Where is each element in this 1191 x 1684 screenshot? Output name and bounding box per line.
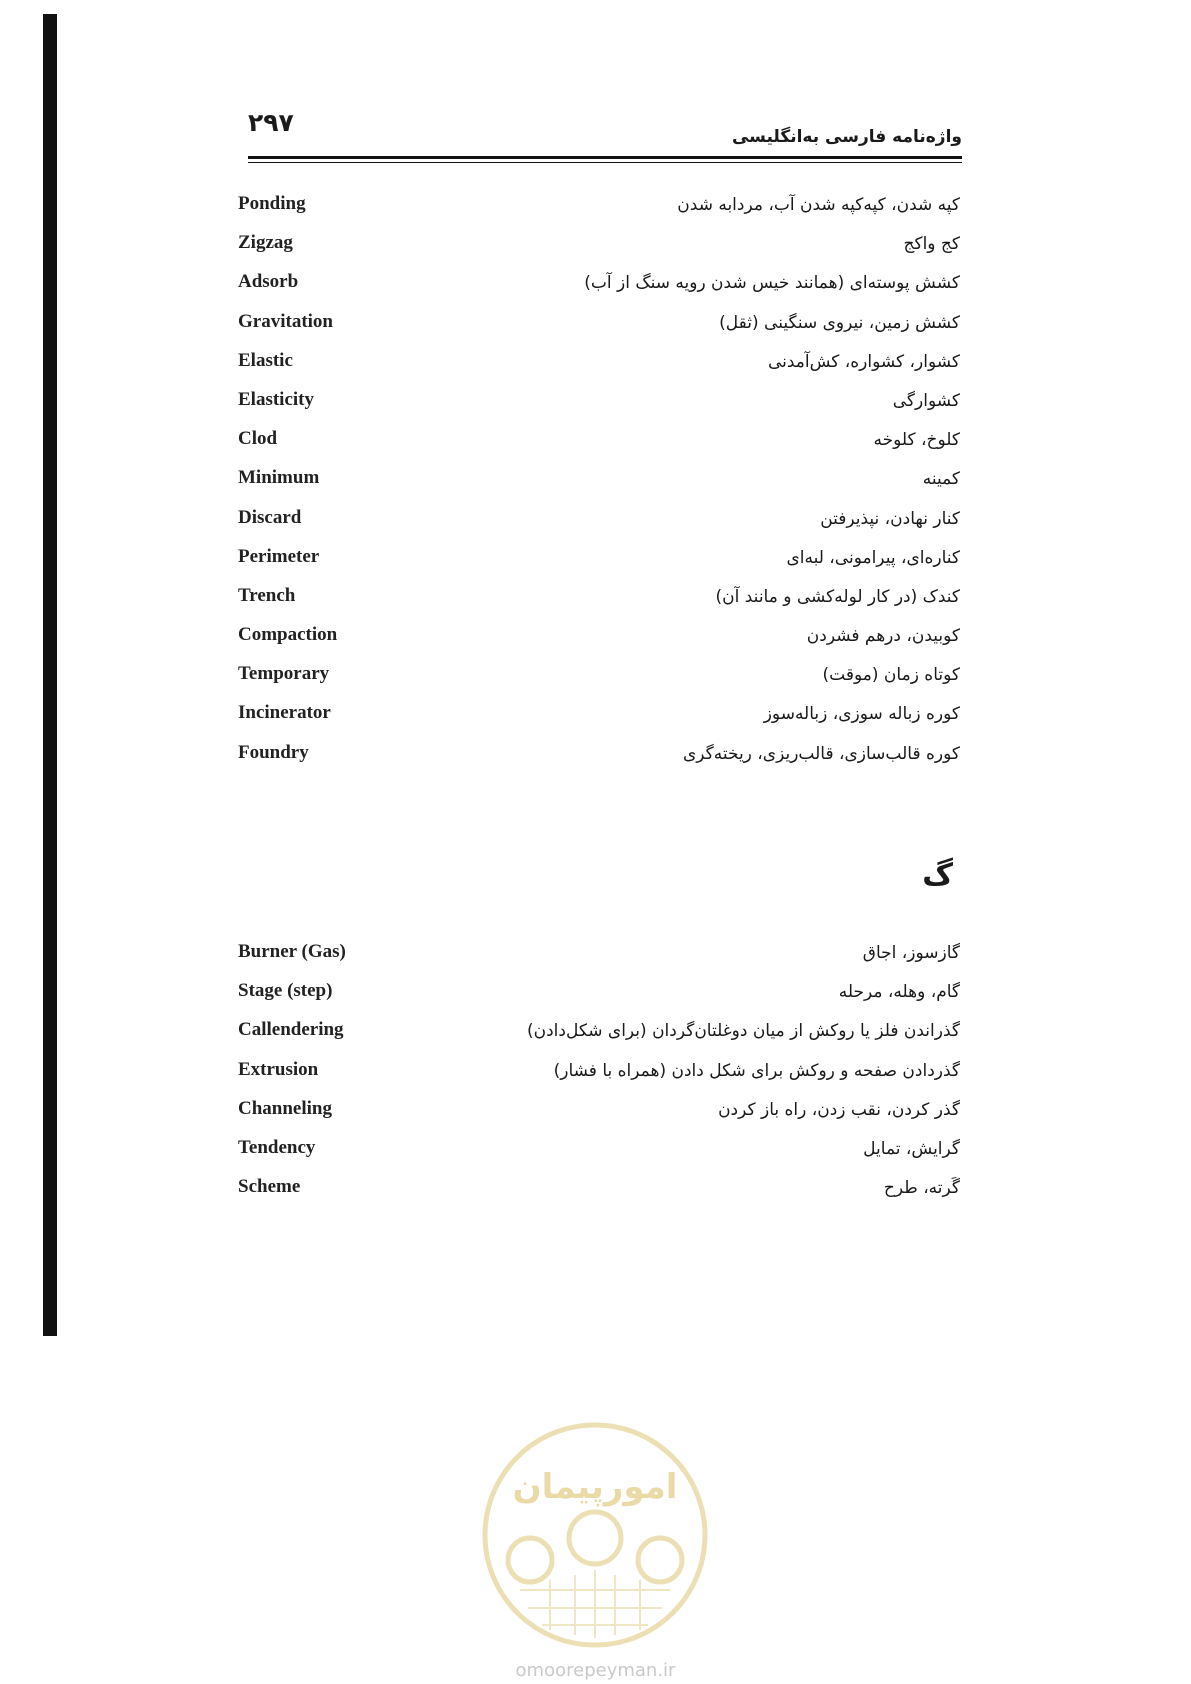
- persian-term: گازسوز، اجاق: [862, 943, 960, 963]
- glossary-entry: [238, 546, 960, 585]
- section-letter-gaf: گ: [922, 858, 953, 893]
- persian-term: کج واکج: [903, 234, 960, 255]
- persian-term: کشوارگی: [892, 390, 960, 411]
- gear-seal-logo-icon: [480, 1420, 710, 1650]
- persian-term: گام، وهله، مرحله: [838, 982, 960, 1003]
- glossary-section-gaf: [238, 941, 960, 1215]
- english-term: Foundry: [238, 741, 309, 763]
- page-header: [248, 108, 962, 164]
- glossary-entry: [238, 389, 960, 428]
- english-term: Callendering: [238, 1019, 344, 1041]
- persian-term: کشش زمین، نیروی سنگینی (ثقل): [719, 312, 960, 333]
- book-title: واژه‌نامه فارسی به‌انگلیسی: [731, 127, 962, 147]
- glossary-entry: [238, 428, 960, 467]
- glossary-entry: [238, 624, 960, 663]
- english-term: Stage (step): [238, 980, 333, 1002]
- english-term: Compaction: [238, 624, 338, 646]
- glossary-entry: [238, 585, 960, 624]
- persian-term: کوبیدن، درهم فشردن: [806, 626, 960, 647]
- glossary-entry: [238, 350, 960, 389]
- glossary-entry: [238, 941, 960, 980]
- page-number: ۲۹۷: [248, 108, 294, 137]
- persian-term: کندک (در کار لوله‌کشی و مانند آن): [715, 586, 960, 607]
- persian-term: کوره قالب‌سازی، قالب‌ریزی، ریخته‌گری: [682, 743, 960, 764]
- watermark-url: omoorepeyman.ir: [515, 1660, 676, 1681]
- english-term: Elasticity: [238, 388, 314, 410]
- persian-term: کشوار، کشواره، کش‌آمدنی: [767, 351, 960, 372]
- english-term: Extrusion: [238, 1058, 319, 1080]
- glossary-entry: [238, 1176, 960, 1215]
- glossary-entry: [238, 311, 960, 350]
- glossary-entry: [238, 193, 960, 232]
- persian-term: کنار نهادن، نپذیرفتن: [820, 508, 960, 529]
- scan-edge-bar: [43, 14, 57, 1336]
- persian-term: کمینه: [922, 469, 960, 490]
- glossary-entry: [238, 1059, 960, 1098]
- persian-term: کلوخ، کلوخه: [873, 430, 960, 451]
- glossary-entry: [238, 980, 960, 1019]
- persian-term: کناره‌ای، پیرامونی، لبه‌ای: [786, 547, 960, 568]
- english-term: Gravitation: [238, 310, 333, 332]
- persian-term: گذراندن فلز یا روکش از میان دوغلتان‌گردان (برای شکل‌دادن): [527, 1021, 960, 1042]
- english-term: Discard: [238, 506, 302, 528]
- glossary-entry: [238, 232, 960, 271]
- persian-term: کوتاه زمان (موقت): [822, 665, 960, 686]
- watermark-logo-text: امورپیمان: [512, 1467, 678, 1507]
- persian-term: گرایش، تمایل: [863, 1138, 960, 1159]
- english-term: Temporary: [238, 663, 330, 685]
- glossary-entry: [238, 1137, 960, 1176]
- english-term: Ponding: [238, 193, 306, 214]
- glossary-entry: [238, 1098, 960, 1137]
- persian-term: کپه شدن، کپه‌کپه شدن آب، مردابه شدن: [677, 195, 960, 215]
- header-rule-thin: [248, 162, 962, 163]
- english-term: Zigzag: [238, 232, 293, 254]
- english-term: Minimum: [238, 467, 320, 489]
- english-term: Clod: [238, 428, 278, 450]
- glossary-entry: [238, 702, 960, 741]
- watermark-logo: [480, 1420, 710, 1650]
- glossary-entry: [238, 507, 960, 546]
- persian-term: گَرته، طرح: [883, 1178, 960, 1199]
- persian-term: کوره زباله سوزی، زباله‌سوز: [763, 704, 960, 725]
- glossary-entry: [238, 663, 960, 702]
- glossary-entry: [238, 1019, 960, 1058]
- english-term: Scheme: [238, 1176, 301, 1198]
- english-term: Perimeter: [238, 545, 320, 567]
- english-term: Burner (Gas): [238, 941, 346, 962]
- english-term: Elastic: [238, 349, 293, 371]
- english-term: Tendency: [238, 1136, 316, 1158]
- english-term: Adsorb: [238, 271, 299, 293]
- persian-term: گذر کردن، نقب زدن، راه باز کردن: [718, 1099, 960, 1120]
- persian-term: کشش پوسته‌ای (همانند خیس شدن رویه سنگ از آب): [584, 273, 960, 294]
- header-rule-thick: [248, 156, 962, 159]
- glossary-entry: [238, 467, 960, 506]
- glossary-entry: [238, 742, 960, 781]
- english-term: Incinerator: [238, 702, 331, 724]
- glossary-section-kaf: [238, 193, 960, 781]
- persian-term: گذردادن صفحه و روکش برای شکل دادن (همراه با فشار): [553, 1060, 960, 1081]
- english-term: Channeling: [238, 1097, 332, 1119]
- english-term: Trench: [238, 584, 296, 606]
- glossary-entry: [238, 271, 960, 310]
